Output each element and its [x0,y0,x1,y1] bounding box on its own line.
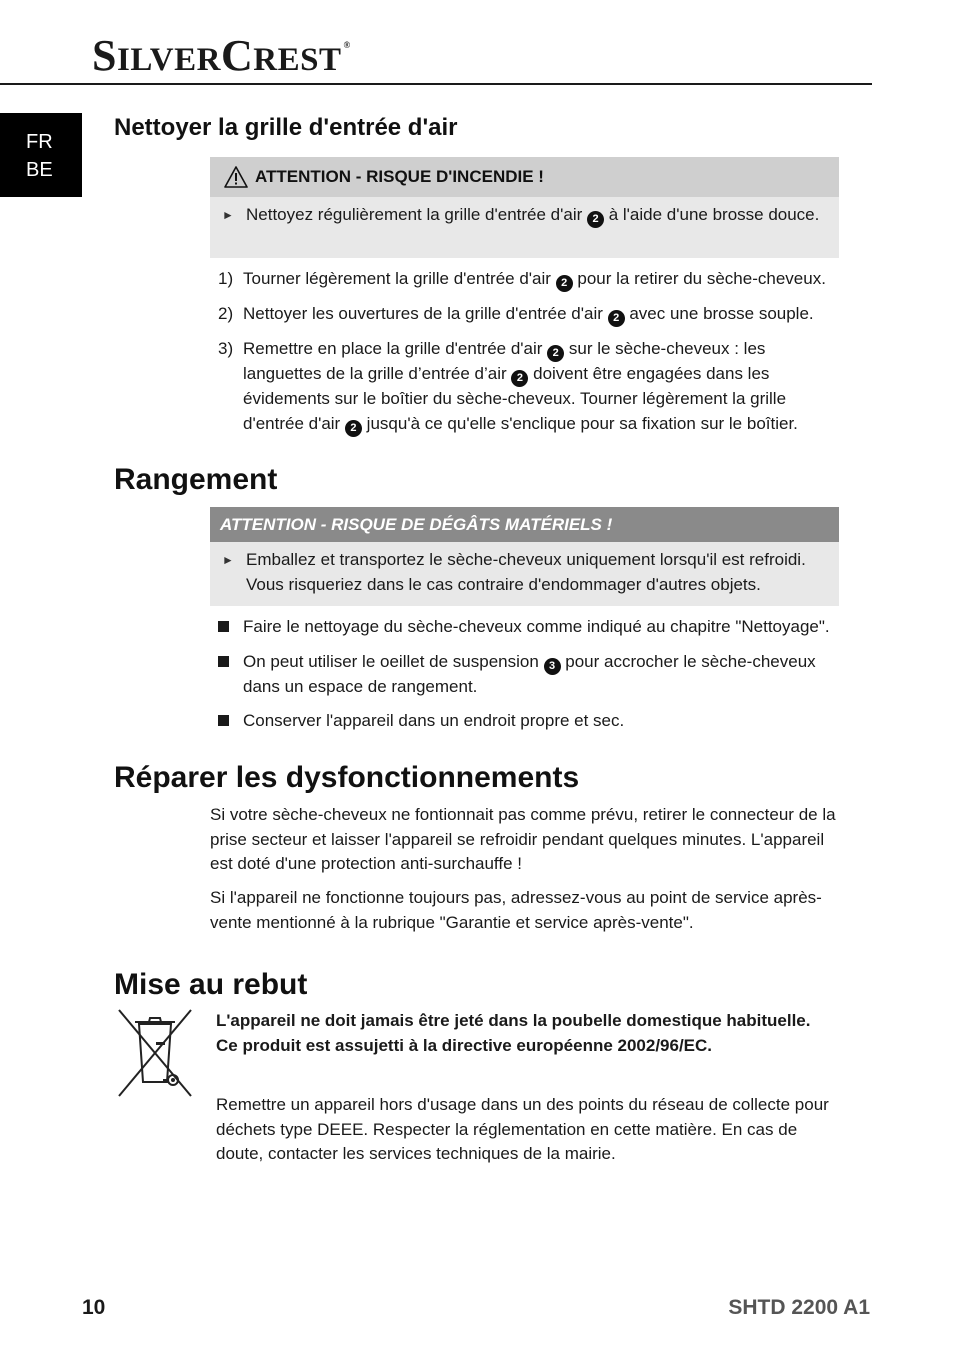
disposal-warning: L'appareil ne doit jamais être jeté dans la poubelle domestique habituelle. Ce produit est assujetti à la directive européenne 2002/96/EC. [216,1011,811,1055]
square-bullet-icon [218,709,243,734]
warning-title: ATTENTION - RISQUE D'INCENDIE ! [255,167,544,186]
square-bullet-icon [218,615,243,640]
warning-item: Emballez et transportez le sèche-cheveux uniquement lorsqu'il est refroidi. Vous risqueriez dans le cas contraire d'endommager d'autres objets. [246,550,806,594]
weee-crossed-bin-icon [117,1008,193,1098]
ref-number-badge: 2 [608,310,625,327]
list-item: 3) Remettre en place la grille d'entrée d'air 2 sur le sèche-cheveux : les languettes de la grille d’entrée d’air 2 doivent être engagées dans les évidements sur le boîtier du sèche-cheveux. Tourner légèrement la grille d'entrée d'air 2 jusqu'à ce qu'elle s'enclique pour sa fixation sur le boîtier. [218,337,838,437]
fire-warning-box [210,157,839,258]
section-title-cleaning: Nettoyer la grille d'entrée d'air [114,114,458,141]
list-item: On peut utiliser le oeillet de suspension 3 pour accrocher le sèche-cheveux dans un espace de rangement. [218,650,838,700]
list-item: 1) Tourner légèrement la grille d'entrée d'air 2 pour la retirer du sèche-cheveux. [218,267,838,292]
warning-body [210,542,839,606]
arrow-bullet-icon: ► [222,553,234,567]
storage-bullets-list [218,615,838,744]
troubleshooting-paragraph-1: Si votre sèche-cheveux ne fontionnait pas comme prévu, retirer le connecteur de la prise secteur et laisser l'appareil se refroidir pendant quelques minutes. L'appareil est doté d'une protection anti-surchauffe ! [210,805,836,873]
brand-logo: SILVERCREST ® [92,31,351,80]
page-number: 10 [82,1296,106,1319]
list-item: Faire le nettoyage du sèche-cheveux comme indiqué au chapitre "Nettoyage". [218,615,838,640]
language-code-be: BE [26,159,53,181]
warning-item: Nettoyez régulièrement la grille d'entrée d'air 2 à l'aide d'une brosse douce. [246,203,819,250]
arrow-bullet-icon: ► [222,208,234,222]
list-item: 2) Nettoyer les ouvertures de la grille d'entrée d'air 2 avec une brosse souple. [218,302,838,327]
list-item: Conserver l'appareil dans un endroit propre et sec. [218,709,838,734]
header-divider [0,83,872,85]
cleaning-steps-list [218,267,838,447]
ref-number-badge: 2 [547,345,564,362]
troubleshooting-paragraph-2: Si l'appareil ne fonctionne toujours pas, adressez-vous au point de service après-vente mentionné à la rubrique "Garantie et service après-vente". [210,888,822,932]
section-title-troubleshooting: Réparer les dysfonctionnements [114,761,580,794]
section-title-storage: Rangement [114,463,278,496]
warning-header [210,507,839,542]
language-tab [0,113,82,197]
model-number: SHTD 2200 A1 [728,1296,870,1319]
ref-number-badge: 2 [587,211,604,228]
ref-number-badge: 2 [556,275,573,292]
warning-triangle-icon [224,166,248,188]
section-title-disposal: Mise au rebut [114,968,308,1001]
warning-header [210,157,839,197]
ref-number-badge: 2 [511,370,528,387]
ref-number-badge: 2 [345,420,362,437]
square-bullet-icon [218,650,243,700]
damage-warning-box [210,507,839,606]
warning-body [210,197,839,258]
language-code-fr: FR [26,131,53,153]
warning-title: ATTENTION - RISQUE DE DÉGÂTS MATÉRIELS ! [220,514,613,534]
ref-number-badge: 3 [544,658,561,675]
disposal-paragraph: Remettre un appareil hors d'usage dans un des points du réseau de collecte pour déchets type DEEE. Respecter la réglementation en cette matière. En cas de doute, contacter les services techniques de la mairie. [216,1095,829,1163]
